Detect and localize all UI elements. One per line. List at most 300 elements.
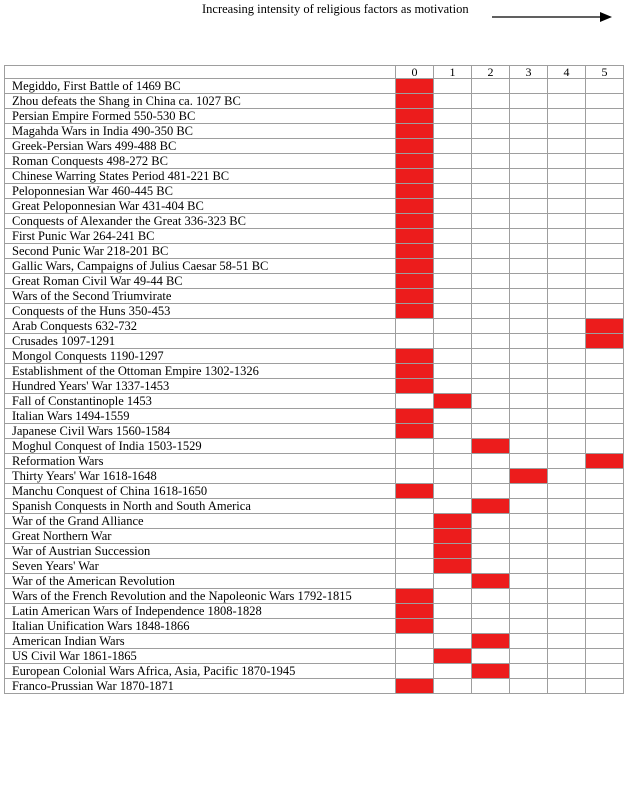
score-cell [434,319,472,334]
table-row [5,559,624,574]
row-label: European Colonial Wars Africa, Asia, Pacific 1870-1945 [5,664,396,679]
score-mark [396,79,434,94]
score-cell [586,649,624,664]
score-cell [472,349,510,364]
score-cell [510,439,548,454]
table-row [5,469,624,484]
score-cell [586,679,624,694]
score-cell [434,364,472,379]
table-row [5,394,624,409]
score-cell [472,379,510,394]
score-cell [586,619,624,634]
score-cell [586,199,624,214]
score-cell [548,169,586,184]
score-cell [586,154,624,169]
score-cell [510,619,548,634]
score-cell [472,319,510,334]
score-cell [396,649,434,664]
score-cell [586,274,624,289]
score-cell [586,544,624,559]
score-cell [472,409,510,424]
table-row [5,424,624,439]
score-cell [510,604,548,619]
score-cell [510,289,548,304]
row-label: Conquests of Alexander the Great 336-323 BC [5,214,396,229]
score-cell [586,109,624,124]
score-cell [434,199,472,214]
score-cell [586,634,624,649]
score-cell [396,664,434,679]
score-cell [434,79,472,94]
score-cell [586,364,624,379]
table-row [5,589,624,604]
score-cell [434,124,472,139]
score-cell [586,169,624,184]
score-cell [548,349,586,364]
score-cell [586,499,624,514]
score-cell [510,424,548,439]
score-cell [548,364,586,379]
table-row [5,124,624,139]
score-cell [548,394,586,409]
score-mark [434,559,472,574]
score-cell [434,664,472,679]
score-cell [586,259,624,274]
column-header-2: 2 [472,66,510,79]
score-mark [396,409,434,424]
score-cell [548,649,586,664]
row-label: Thirty Years' War 1618-1648 [5,469,396,484]
table-row [5,259,624,274]
row-label: Zhou defeats the Shang in China ca. 1027 BC [5,94,396,109]
score-cell [434,229,472,244]
score-cell [396,319,434,334]
score-cell [548,244,586,259]
score-cell [472,679,510,694]
score-mark [434,544,472,559]
table-row [5,349,624,364]
score-cell [472,559,510,574]
score-cell [472,334,510,349]
row-label: Roman Conquests 498-272 BC [5,154,396,169]
table-row [5,499,624,514]
score-mark [472,574,510,589]
score-cell [548,334,586,349]
score-cell [396,544,434,559]
row-label: Greek-Persian Wars 499-488 BC [5,139,396,154]
table-row [5,649,624,664]
score-cell [548,634,586,649]
score-cell [586,409,624,424]
score-cell [434,484,472,499]
score-cell [586,424,624,439]
row-label: Spanish Conquests in North and South America [5,499,396,514]
score-cell [472,124,510,139]
column-header-1: 1 [434,66,472,79]
score-cell [434,634,472,649]
score-cell [472,604,510,619]
table-row [5,439,624,454]
score-mark [472,634,510,649]
score-mark [396,619,434,634]
score-mark [396,154,434,169]
score-cell [548,424,586,439]
score-cell [510,484,548,499]
table-row [5,304,624,319]
score-cell [472,529,510,544]
table-row [5,154,624,169]
score-mark [396,244,434,259]
score-cell [510,529,548,544]
score-cell [434,184,472,199]
score-mark [396,184,434,199]
table-row [5,544,624,559]
score-cell [434,244,472,259]
score-cell [472,154,510,169]
score-mark [396,679,434,694]
row-label: Italian Wars 1494-1559 [5,409,396,424]
score-cell [548,139,586,154]
table-row [5,79,624,94]
score-cell [472,274,510,289]
score-cell [548,619,586,634]
score-mark [586,334,624,349]
score-cell [510,169,548,184]
score-cell [548,589,586,604]
score-mark [396,289,434,304]
score-cell [548,679,586,694]
score-cell [586,184,624,199]
header-row [5,66,624,79]
row-label: Hundred Years' War 1337-1453 [5,379,396,394]
score-mark [434,394,472,409]
score-cell [510,559,548,574]
table-row [5,94,624,109]
table-row [5,574,624,589]
score-cell [434,349,472,364]
score-cell [472,649,510,664]
score-mark [434,514,472,529]
score-cell [510,679,548,694]
row-label: Reformation Wars [5,454,396,469]
score-cell [434,169,472,184]
score-cell [434,409,472,424]
score-cell [548,454,586,469]
score-mark [396,604,434,619]
score-mark [510,469,548,484]
column-header-3: 3 [510,66,548,79]
score-cell [510,409,548,424]
score-cell [434,259,472,274]
row-label: First Punic War 264-241 BC [5,229,396,244]
score-cell [434,379,472,394]
score-cell [548,559,586,574]
score-cell [434,289,472,304]
row-label: Fall of Constantinople 1453 [5,394,396,409]
score-cell [510,334,548,349]
row-label: Conquests of the Huns 350-453 [5,304,396,319]
score-cell [586,94,624,109]
row-label: Great Northern War [5,529,396,544]
score-cell [586,289,624,304]
score-cell [510,319,548,334]
table-row [5,319,624,334]
score-cell [472,544,510,559]
score-cell [510,634,548,649]
table-row [5,634,624,649]
score-cell [510,154,548,169]
score-cell [510,304,548,319]
axis-caption: Increasing intensity of religious factors as motivation [202,2,469,16]
row-label: US Civil War 1861-1865 [5,649,396,664]
row-label: War of the American Revolution [5,574,396,589]
score-cell [472,484,510,499]
score-mark [434,649,472,664]
score-cell [396,334,434,349]
score-cell [472,304,510,319]
score-cell [396,529,434,544]
score-cell [510,649,548,664]
table-row [5,679,624,694]
row-label: Wars of the French Revolution and the Napoleonic Wars 1792-1815 [5,589,396,604]
score-cell [434,109,472,124]
column-header-5: 5 [586,66,624,79]
score-cell [396,454,434,469]
row-label: Crusades 1097-1291 [5,334,396,349]
score-cell [510,544,548,559]
score-cell [510,349,548,364]
score-cell [548,184,586,199]
score-cell [510,109,548,124]
table-row [5,454,624,469]
score-cell [510,274,548,289]
score-cell [472,364,510,379]
score-cell [586,484,624,499]
score-cell [472,514,510,529]
score-cell [434,439,472,454]
table-row [5,184,624,199]
row-label: Gallic Wars, Campaigns of Julius Caesar 58-51 BC [5,259,396,274]
score-cell [434,499,472,514]
score-cell [472,139,510,154]
score-mark [396,589,434,604]
table-row [5,619,624,634]
score-cell [434,214,472,229]
score-cell [586,574,624,589]
row-label: Persian Empire Formed 550-530 BC [5,109,396,124]
score-cell [510,574,548,589]
score-cell [396,634,434,649]
score-cell [472,184,510,199]
score-cell [510,589,548,604]
row-label: Italian Unification Wars 1848-1866 [5,619,396,634]
table-row [5,664,624,679]
score-cell [510,664,548,679]
score-mark [396,229,434,244]
score-cell [472,94,510,109]
score-cell [586,664,624,679]
score-mark [396,109,434,124]
score-mark [472,664,510,679]
score-mark [396,124,434,139]
score-mark [396,364,434,379]
score-mark [396,484,434,499]
score-cell [548,229,586,244]
table-row [5,514,624,529]
score-cell [548,199,586,214]
score-cell [434,274,472,289]
score-cell [586,604,624,619]
right-arrow-icon [492,10,614,24]
table-row [5,274,624,289]
score-cell [434,589,472,604]
table-row [5,169,624,184]
score-cell [586,439,624,454]
row-label: Japanese Civil Wars 1560-1584 [5,424,396,439]
score-cell [396,559,434,574]
table-row [5,379,624,394]
score-cell [434,619,472,634]
score-cell [510,94,548,109]
score-cell [548,574,586,589]
row-label: Megiddo, First Battle of 1469 BC [5,79,396,94]
score-cell [396,574,434,589]
score-cell [434,139,472,154]
score-cell [548,529,586,544]
table-row [5,529,624,544]
score-cell [548,94,586,109]
score-cell [396,499,434,514]
header-blank-cell [5,66,396,79]
score-mark [396,199,434,214]
score-cell [472,229,510,244]
score-cell [586,79,624,94]
score-cell [510,379,548,394]
score-mark [586,319,624,334]
row-label: Establishment of the Ottoman Empire 1302-1326 [5,364,396,379]
row-label: Chinese Warring States Period 481-221 BC [5,169,396,184]
score-cell [586,229,624,244]
score-cell [586,124,624,139]
score-cell [548,664,586,679]
score-cell [472,199,510,214]
score-mark [396,424,434,439]
table-row [5,604,624,619]
table-row [5,199,624,214]
score-cell [548,319,586,334]
row-label: Second Punic War 218-201 BC [5,244,396,259]
score-cell [434,604,472,619]
score-cell [548,289,586,304]
score-cell [472,214,510,229]
score-cell [434,94,472,109]
score-cell [434,304,472,319]
score-mark [396,94,434,109]
score-cell [510,229,548,244]
table-row [5,484,624,499]
score-cell [510,394,548,409]
score-cell [510,364,548,379]
table-row [5,409,624,424]
score-cell [548,379,586,394]
score-cell [396,439,434,454]
row-label: Manchu Conquest of China 1618-1650 [5,484,396,499]
score-cell [586,529,624,544]
score-mark [434,529,472,544]
score-cell [586,514,624,529]
score-cell [472,589,510,604]
score-cell [510,454,548,469]
score-cell [510,184,548,199]
score-cell [510,514,548,529]
score-mark [396,169,434,184]
score-cell [548,439,586,454]
score-cell [548,544,586,559]
score-cell [586,469,624,484]
row-label: Latin American Wars of Independence 1808-1828 [5,604,396,619]
score-cell [472,289,510,304]
row-label: War of Austrian Succession [5,544,396,559]
score-cell [548,484,586,499]
score-cell [586,589,624,604]
score-cell [510,79,548,94]
row-label: Moghul Conquest of India 1503-1529 [5,439,396,454]
score-cell [510,139,548,154]
score-cell [472,394,510,409]
score-cell [472,259,510,274]
score-mark [396,139,434,154]
score-cell [548,154,586,169]
score-cell [548,604,586,619]
score-cell [472,169,510,184]
row-label: Franco-Prussian War 1870-1871 [5,679,396,694]
score-cell [548,259,586,274]
score-cell [434,334,472,349]
score-mark [472,439,510,454]
row-label: Wars of the Second Triumvirate [5,289,396,304]
score-mark [396,214,434,229]
score-cell [472,454,510,469]
score-cell [434,154,472,169]
score-cell [586,379,624,394]
score-cell [510,214,548,229]
row-label: Magahda Wars in India 490-350 BC [5,124,396,139]
religious-intensity-table [4,65,624,694]
score-cell [472,469,510,484]
table-row [5,109,624,124]
table-row [5,139,624,154]
score-cell [510,124,548,139]
score-cell [510,499,548,514]
row-label: War of the Grand Alliance [5,514,396,529]
score-cell [396,469,434,484]
score-cell [586,214,624,229]
score-cell [548,409,586,424]
score-mark [396,274,434,289]
row-label: Great Peloponnesian War 431-404 BC [5,199,396,214]
table-row [5,289,624,304]
score-mark [396,259,434,274]
score-cell [586,394,624,409]
score-cell [472,244,510,259]
score-cell [548,469,586,484]
score-cell [472,79,510,94]
score-cell [548,514,586,529]
score-cell [434,574,472,589]
score-cell [548,109,586,124]
table-row [5,229,624,244]
score-mark [396,349,434,364]
